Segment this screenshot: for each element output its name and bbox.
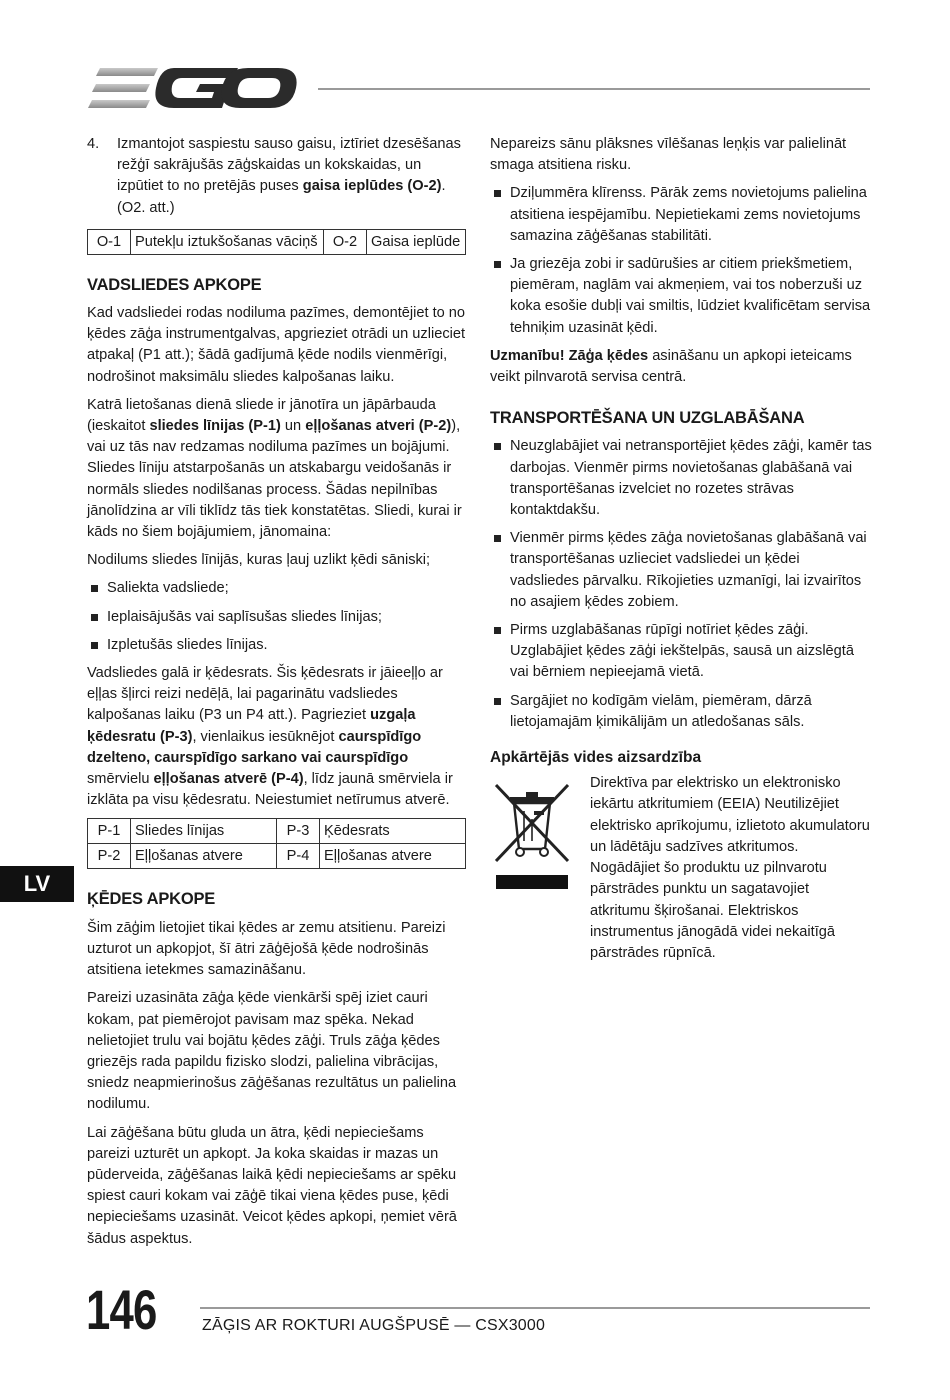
paragraph: Šim zāģim lietojiet tikai ķēdes ar zemu atsitienu. Pareizi uzturot un apkopjot, šī ātri zāģējošā ķēde nodrošinās atsitiena ietekmes samazināšanu. xyxy=(87,919,446,979)
text-part: asināšanu un apkopi ieteicams veikt pilnvarotā servisa centrā. xyxy=(490,347,852,386)
table-cell: Eļļošanas atvere xyxy=(131,844,277,869)
caution-paragraph xyxy=(490,346,872,388)
list-item: Dziļummēra klīrenss. Pārāk zems novietojums palielina atsitiena iespējamību. Nepietiekami zems novietojums samazina zāģēšanas stabilitāti. xyxy=(490,183,872,247)
section-heading-bar: VADSLIEDES APKOPE xyxy=(87,275,262,294)
ego-logo-icon xyxy=(88,62,298,114)
section-heading-chain: ĶĒDES APKOPE xyxy=(87,890,216,909)
bold-term: eļļošanas atverē (P-4) xyxy=(153,771,304,788)
left-column xyxy=(87,134,467,1257)
footer-title: ZĀĢIS AR ROKTURI AUGŠPUSĒ — CSX3000 xyxy=(202,1317,546,1334)
bar-damage-list xyxy=(87,578,467,656)
table-cell: Eļļošanas atvere xyxy=(320,844,466,869)
table-cell: O-1 xyxy=(88,229,131,254)
header-rule xyxy=(318,88,870,90)
transport-list xyxy=(490,436,872,733)
step-bold-term: gaisa ieplūdes (O-2) xyxy=(302,178,442,195)
bold-term: eļļošanas atveri (P-2) xyxy=(305,418,452,435)
text-part: smērvielu xyxy=(87,771,154,788)
paragraph: Lai zāģēšana būtu gluda un ātra, ķēdi nepieciešams pareizi uzturēt un apkopt. Ja koka skaidas ir mazas un pūderveida, zāģēšanas laikā ķēdi nepieciešams ar spēku spiest cauri kokam vai zāģē tikai viena ķēdes puse, ķēdi nepieciešams uzasināt. Veicot ķēdes apkopi, ņemiet vērā šādus aspektus. xyxy=(87,1124,457,1247)
table-cell: P-3 xyxy=(277,819,320,844)
caution-label: Uzmanību! Zāģa ķēdes xyxy=(490,347,649,364)
section-heading-transport: TRANSPORTĒŠANA UN UZGLABĀŠANA xyxy=(490,409,805,428)
text-part: Vadsliedes galā ir ķēdesrats. Šis ķēdesrats ir jāieeļļo ar eļļas šļirci reizi nedēļā, lai pagarinātu vadsliedes kalpošanas laiku (P3 un P4 att.). Pagrieziet xyxy=(87,665,443,724)
list-item: Ja griezēja zobi ir sadūrušies ar citiem priekšmetiem, piemēram, naglām vai akmeņiem, vai tos noberzuši uz koka esošie dubļi vai smiltis, lūdziet kvalificētam servisa tehniķim uzasināt ķēdi. xyxy=(490,254,872,339)
paragraph: Kad vadsliedei rodas nodiluma pazīmes, demontējiet to no ķēdes zāģa instrumentgalvas, apgrieziet otrādi un uzlieciet atpakaļ (P1 att.); šādā gadījumā ķēde nodils vienmērīgi, nodrošinot maksimālu sliedes kalpošanas laiku. xyxy=(87,305,466,385)
bold-term: caurspīdīgo dzelteno, caurspīdīgo sarkano vai caurspīdīgo xyxy=(87,728,422,766)
table-cell: P-1 xyxy=(88,819,131,844)
sharpening-list xyxy=(490,183,872,338)
language-tab: LV xyxy=(0,866,74,902)
list-item: Ieplaisājušās vai saplīsušas sliedes līnijas; xyxy=(87,607,467,628)
subheading-environment: Apkārtējās vides aizsardzība xyxy=(490,749,702,767)
list-item: Pirms uzglabāšanas rūpīgi notīriet ķēdes zāģi. Uzglabājiet ķēdes zāģi iekštelpās, sausā un aizslēgtā vai bērniem nepieejamā vietā. xyxy=(490,620,872,684)
bold-term: uzgaļa ķēdesratu (P-3) xyxy=(87,707,416,745)
paragraph: Pareizi uzasināta zāģa ķēde vienkārši spēj iziet cauri kokam, pat piemērojot pavisam maz spēka. Nekad nelietojiet trulu vai bojātu ķēdes zāģi. Truls zāģa ķēdes griezējs rada papildu fizisko slodzi, palielina vibrācijas, sniedz neapmierinošus zāģēšanas rezultātus un palielina nodilumu. xyxy=(87,990,457,1113)
step-number: 4. xyxy=(87,136,100,152)
paragraph xyxy=(87,663,467,811)
step-text xyxy=(117,134,467,219)
table-cell: Sliedes līnijas xyxy=(131,819,277,844)
list-item: Sargājiet no kodīgām vielām, piemēram, dārzā lietojamajām ķimikālijām un atledošanas sāls. xyxy=(490,691,872,733)
crossed-out-wheelie-bin-icon xyxy=(490,773,590,964)
footer-rule xyxy=(200,1307,870,1309)
bold-term: sliedes līnijas (P-1) xyxy=(149,418,281,435)
text-part: , līdz jaunā smērviela ir izklāta pa visu ķēdesratu. Neiestumiet netīrumus atverē. xyxy=(87,771,453,809)
table-row xyxy=(88,819,466,844)
environment-text: Direktīva par elektrisko un elektronisko iekārtu atkritumiem (EEIA) Neutilizējiet elektrisko aprīkojumu, izlietoto akumulatoru un lādētāju sadzīves atkritumos. Nogādājiet šo produktu uz pilnvarotu pārstrādes punktu un sagatavojiet atkritumu šķirošanai. Elektriskos instrumentus jānogādā videi nekaitīgā pārstrādes rūpnīcā. xyxy=(590,775,870,961)
text-part: , vienlaikus iesūknējot xyxy=(192,728,339,745)
parts-table-p xyxy=(87,818,466,869)
parts-table-o xyxy=(87,229,466,255)
table-cell: P-2 xyxy=(88,844,131,869)
table-row xyxy=(88,844,466,869)
weee-block xyxy=(490,773,872,964)
table-cell: P-4 xyxy=(277,844,320,869)
table-cell: Gaisa ieplūde xyxy=(366,229,465,254)
paragraph: Nepareizs sānu plāksnes vīlēšanas leņķis var palielināt smaga atsitiena risku. xyxy=(490,136,847,174)
paragraph xyxy=(87,395,467,543)
page-number: 146 xyxy=(86,1278,157,1341)
text-part: un xyxy=(280,418,306,435)
text-part: ), vai uz tās nav redzamas nodiluma pazīmes un bojājumi. Sliedes līniju atstarpošanās un atskabargu veidošanās ir normāls sliedes nodilšanas process. Šādas nepilnības jānolīdzina ar vīli tiklīdz tās tiek konstatētas. Sliedi, kurai ir kāds no šiem bojājumiem, jānomaina: xyxy=(87,418,462,541)
paragraph: Nodilums sliedes līnijās, kuras ļauj uzlikt ķēdi sāniski; xyxy=(87,552,431,569)
list-item: Izpletušās sliedes līnijas. xyxy=(87,635,467,656)
step-4 xyxy=(87,134,467,219)
table-cell: Ķēdesrats xyxy=(320,819,466,844)
right-column xyxy=(490,134,872,964)
table-cell: O-2 xyxy=(323,229,366,254)
step-text-part: Izmantojot saspiestu sauso gaisu, iztīriet dzesēšanas režģī sakrājušās zāģskaidas un kokskaidas, un izpūtiet to no pretējās puses xyxy=(117,136,461,195)
table-row xyxy=(88,229,466,254)
text-part: Katrā lietošanas dienā sliede ir jānotīra un jāpārbauda (ieskaitot xyxy=(87,396,436,435)
list-item: Saliekta vadsliede; xyxy=(87,578,467,599)
list-item: Vienmēr pirms ķēdes zāģa novietošanas glabāšanā vai transportēšanas uzlieciet vadsliedei un ķēdei vadsliedes pārvalku. Rīkojieties uzmanīgi, lai izvairītos no asajiem ķēdes zobiem. xyxy=(490,528,872,613)
step-text-part: . (O2. att.) xyxy=(117,178,446,216)
list-item: Neuzglabājiet vai netransportējiet ķēdes zāģi, kamēr tas darbojas. Vienmēr pirms novietošanas glabāšanā vai transportēšanas izvelciet no rozetes strāvas kontaktdakšu. xyxy=(490,436,872,521)
table-cell: Putekļu iztukšošanas vāciņš xyxy=(131,229,324,254)
ego-logo xyxy=(88,62,298,114)
